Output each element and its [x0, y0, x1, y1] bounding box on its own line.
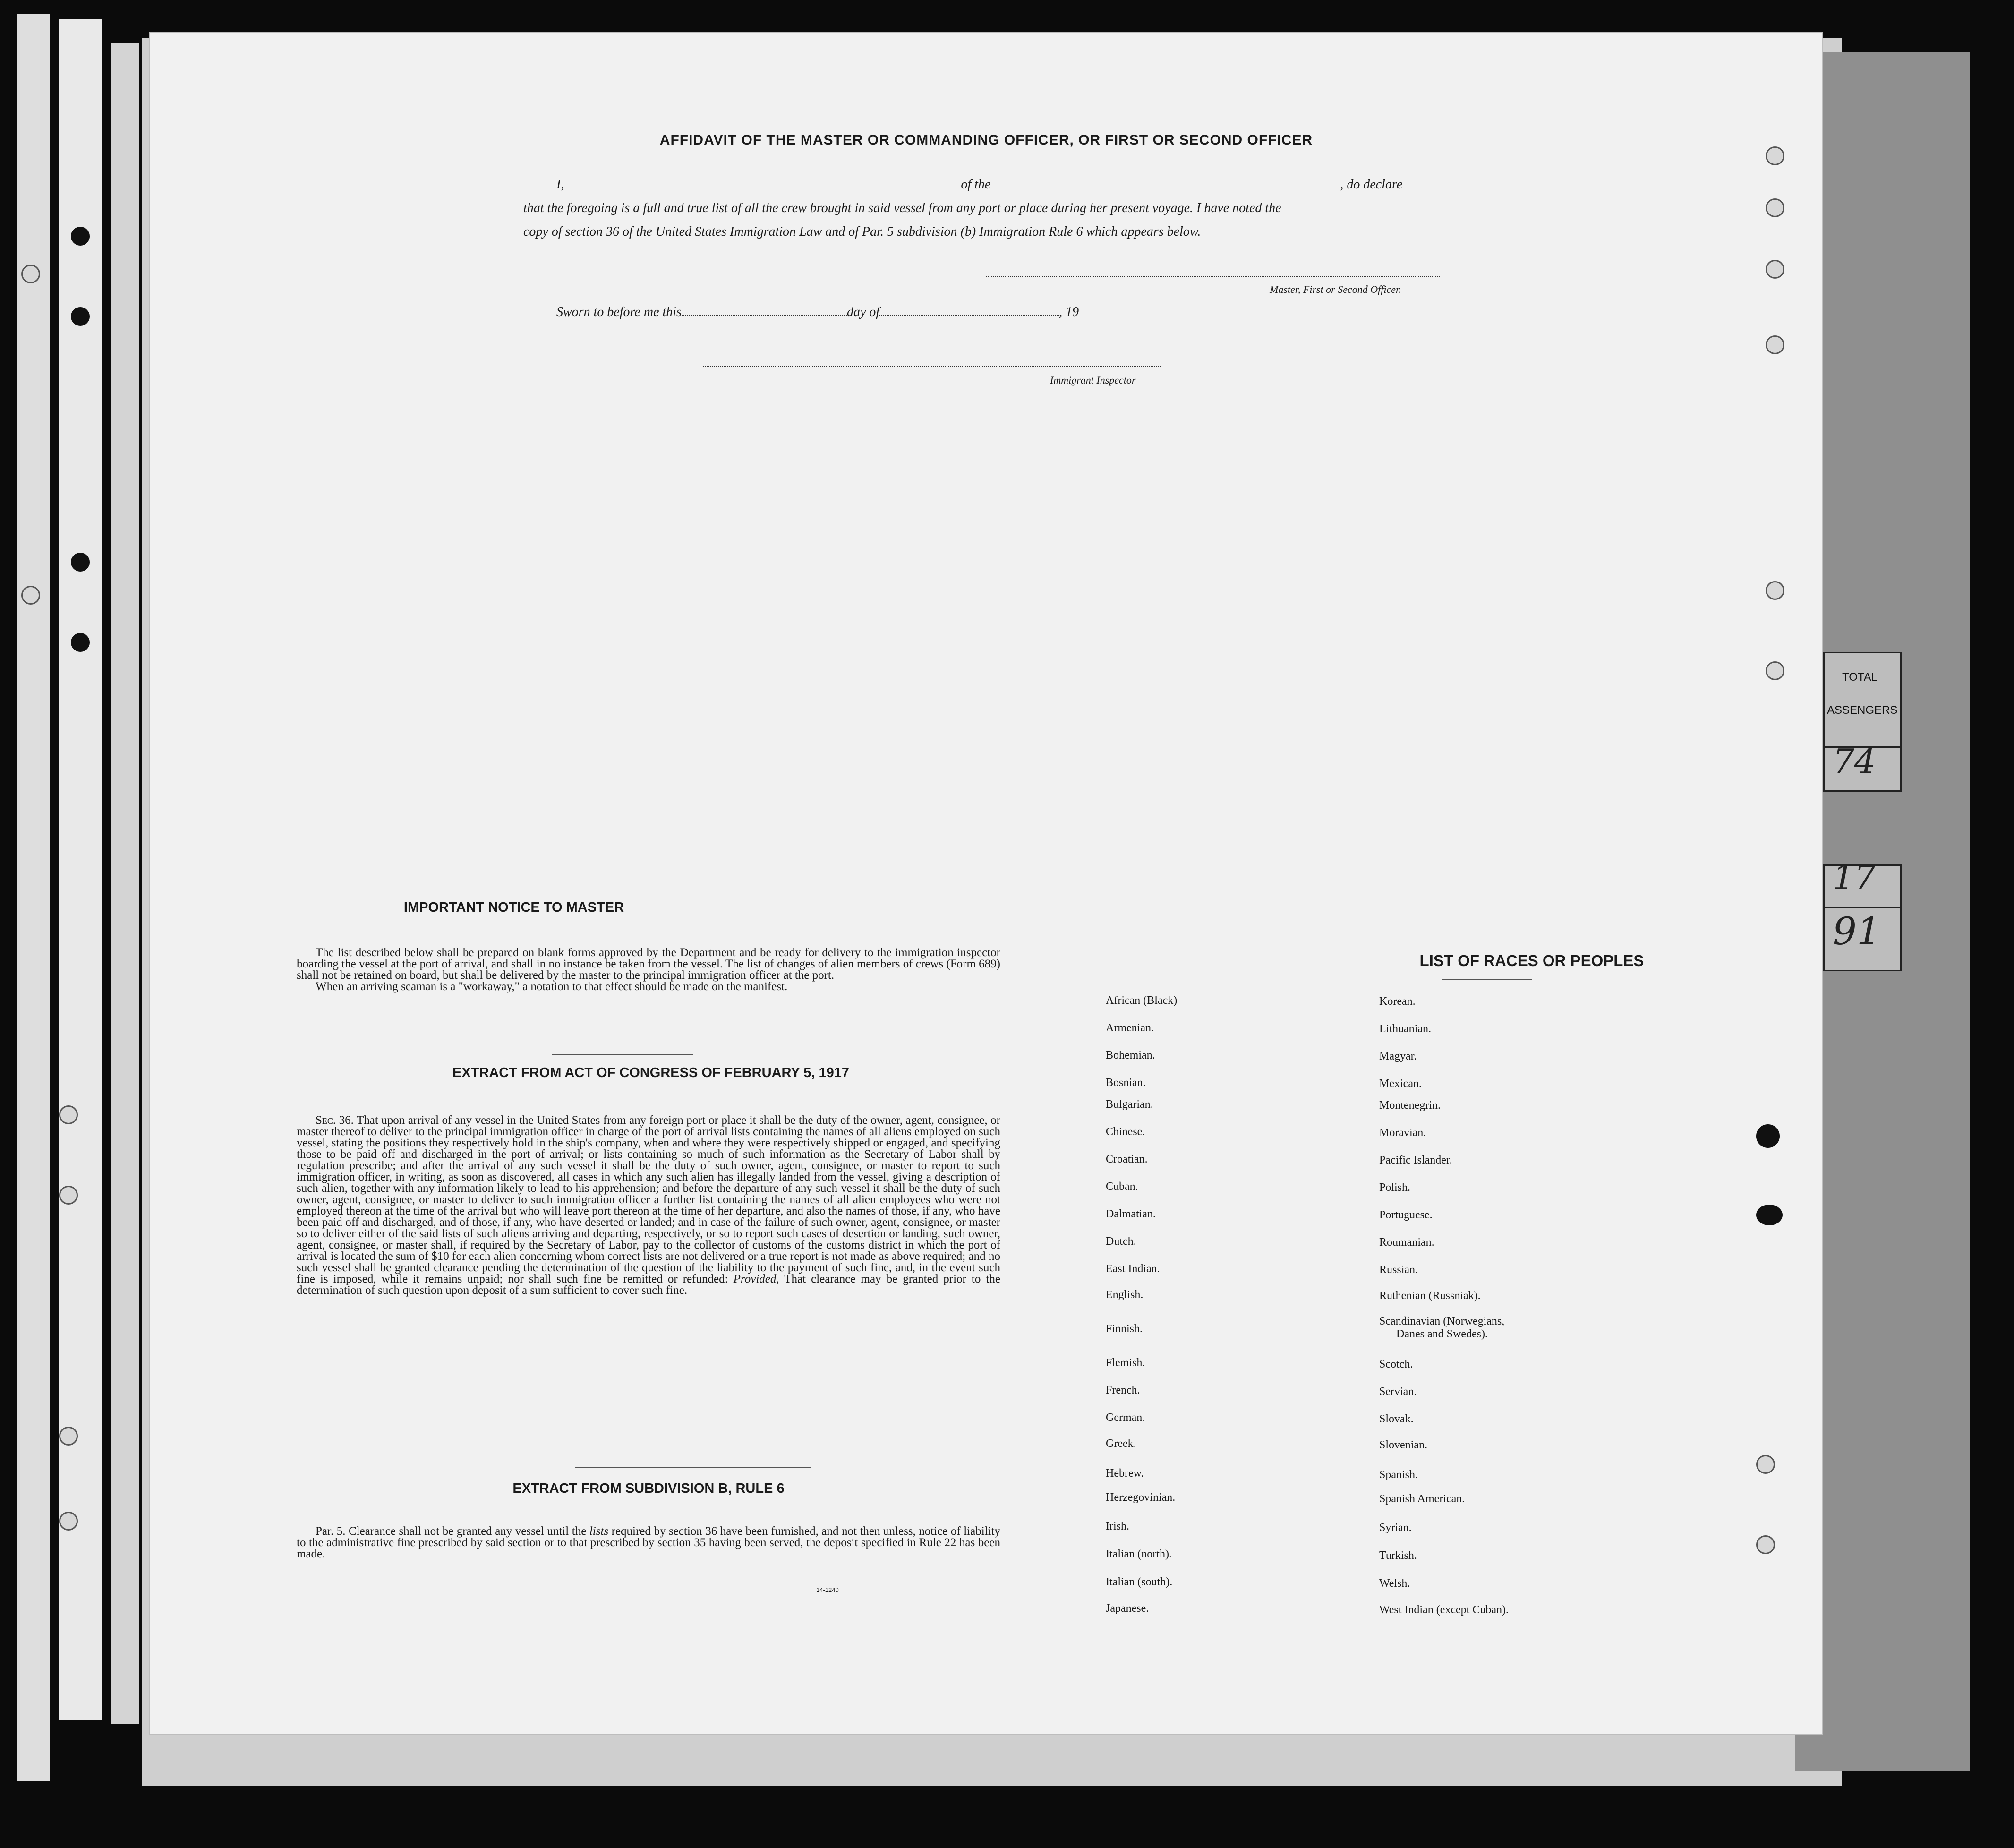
race-item: Moravian. [1379, 1127, 1426, 1139]
race-item: Chinese. [1106, 1126, 1145, 1138]
race-item: Russian. [1379, 1264, 1418, 1276]
race-item: Bohemian. [1106, 1049, 1155, 1061]
sworn-line [556, 305, 1079, 320]
sworn-day-of-label: day of [846, 305, 880, 319]
act-divider-top [552, 1054, 693, 1055]
race-item: Slovenian. [1379, 1439, 1427, 1451]
page-punch-hole [1766, 146, 1784, 165]
race-item: Servian. [1379, 1386, 1417, 1398]
name-blank[interactable] [564, 178, 961, 188]
handwritten-17: 17 [1833, 857, 1876, 897]
master-signature-label: Master, First or Second Officer. [1270, 283, 1401, 295]
races-title: LIST OF RACES OR PEOPLES [1419, 952, 1644, 969]
binder-strip-2 [59, 19, 102, 1720]
race-item: Pacific Islander. [1379, 1154, 1452, 1166]
affidavit-declare-label: , do declare [1340, 177, 1403, 192]
race-item: Mexican. [1379, 1078, 1422, 1090]
sworn-day-blank[interactable] [682, 306, 847, 316]
race-item: Flemish. [1106, 1357, 1145, 1369]
rule-text-em: lists [589, 1525, 609, 1538]
affidavit-line-3: copy of section 36 of the United States Immigration Law and of Par. 5 subdivision (b) Immigration Rule 6 which appears below. [523, 224, 1201, 239]
race-item: Hebrew. [1106, 1467, 1144, 1480]
manifest-page [150, 33, 1822, 1734]
race-item: Bulgarian. [1106, 1098, 1153, 1111]
race-item: Italian (north). [1106, 1548, 1172, 1560]
page-punch-hole [1766, 581, 1784, 600]
race-item: Turkish. [1379, 1549, 1417, 1562]
notice-paragraph-2: When an arriving seaman is a "workaway," a notation to that effect should be made on the manifest. [316, 980, 788, 993]
affidavit-of-the-label: of the [961, 177, 991, 192]
race-item: Greek. [1106, 1437, 1136, 1450]
proviso-label: Provided, [733, 1273, 779, 1285]
race-item: Danes and Swedes). [1396, 1328, 1488, 1340]
race-item: Irish. [1106, 1520, 1129, 1532]
page-punch-hole [1756, 1455, 1775, 1474]
binder-hole [21, 265, 40, 283]
binder-hole [71, 633, 90, 652]
sworn-month-blank[interactable] [879, 306, 1059, 316]
race-item: French. [1106, 1384, 1140, 1396]
race-item: Spanish. [1379, 1469, 1418, 1481]
race-item: Welsh. [1379, 1577, 1410, 1590]
race-item: African (Black) [1106, 994, 1178, 1007]
form-number: 14-1240 [816, 1586, 839, 1593]
race-item: Lithuanian. [1379, 1023, 1431, 1035]
page-punch-hole [1766, 661, 1784, 680]
race-item: Scandinavian (Norwegians, [1379, 1315, 1505, 1327]
race-item: German. [1106, 1412, 1145, 1424]
race-item: Dalmatian. [1106, 1208, 1156, 1220]
rule-body [297, 1526, 1000, 1560]
race-item: Japanese. [1106, 1602, 1149, 1615]
page-punch-hole [1756, 1124, 1780, 1148]
page-punch-hole [1766, 198, 1784, 217]
race-item: East Indian. [1106, 1263, 1160, 1275]
binder-hole [71, 553, 90, 572]
race-item: Slovak. [1379, 1413, 1414, 1425]
rule-divider-top [575, 1467, 811, 1468]
section-label: Sec. 36. [316, 1114, 354, 1127]
race-item: Finnish. [1106, 1323, 1143, 1335]
race-item: Dutch. [1106, 1235, 1136, 1248]
handwritten-74: 74 [1833, 742, 1876, 781]
inspector-signature-line[interactable] [703, 366, 1161, 367]
race-item: Portuguese. [1379, 1209, 1433, 1221]
master-signature-line[interactable] [986, 276, 1440, 277]
affidavit-title: AFFIDAVIT OF THE MASTER OR COMMANDING OFFICER, OR FIRST OR SECOND OFFICER [659, 132, 1313, 148]
act-title: EXTRACT FROM ACT OF CONGRESS OF FEBRUARY 5, 1917 [452, 1065, 850, 1080]
act-body [297, 1115, 1000, 1296]
binder-hole [59, 1186, 78, 1205]
affidavit-line-2: that the foregoing is a full and true list of all the crew brought in said vessel from any port or place during her present voyage. I have noted the [523, 201, 1281, 215]
race-item: Scotch. [1379, 1358, 1413, 1370]
race-item: English. [1106, 1289, 1144, 1301]
race-item: Armenian. [1106, 1022, 1154, 1034]
binder-strip-3 [111, 43, 139, 1724]
race-item: Roumanian. [1379, 1236, 1434, 1249]
rule-text-start: Par. 5. Clearance shall not be granted any vessel until the [316, 1525, 587, 1538]
page-punch-hole [1756, 1205, 1783, 1225]
notice-body [297, 947, 1000, 992]
race-item: West Indian (except Cuban). [1379, 1604, 1509, 1616]
binder-hole [59, 1512, 78, 1531]
binder-hole [59, 1105, 78, 1124]
race-item: Ruthenian (Russniak). [1379, 1290, 1481, 1302]
notice-paragraph-1: The list described below shall be prepared on blank forms approved by the Department and be ready for delivery to the immigration inspector boarding the vessel at the port of arrival, and shall in no instance be taken from the vessel. The list of changes of alien members of crews (Form 689) shall not be retained on board, but shall be delivered by the master to the principal immigration officer at the port. [297, 946, 1000, 982]
page-punch-hole [1766, 335, 1784, 354]
total-label: TOTAL [1842, 671, 1878, 684]
page-punch-hole [1766, 260, 1784, 279]
total-passengers-box [1823, 652, 1902, 749]
inspector-signature-label: Immigrant Inspector [1050, 374, 1136, 386]
race-item: Polish. [1379, 1181, 1411, 1194]
section-text: That upon arrival of any vessel in the United States from any foreign port or place it shall be the duty of the owner, agent, consignee, or master thereof to deliver to the principal immigration officer in charge of the port of arrival lists containing the names of all aliens employed on such vessel, stating the positions they respectively hold in the ship's company, when and where they were respectively shipped or engaged, and specifying those to be paid off and discharged in the port of arrival; or lists containing so much of such information as the Secretary of Labor shall by regulation prescribe; and after the arrival of any such vessel it shall be the duty of such owner, agent, consignee, or master to report to such immigration officer, in writing, as soon as discovered, all cases in which any such alien has illegally landed from the vessel, giving a description of such alien, together with any information likely to lead to his apprehension; and before the departure of any such vessel it shall be the duty of such owner, agent, consignee, or master to deliver to such immigration officer a further list containing the names of all alien employees who were not employed thereon at the time of the arrival but who will leave port thereon at the time of her departure, and also the names of those, if any, who have been paid off and discharged, and of those, if any, who have deserted or landed; and in case of the failure of such owner, agent, consignee, or master so to deliver either of the said lists of such aliens arriving and departing, respectively, or so to report such cases of desertion or landing, such owner, agent, consignee, or master shall, if required by the Secretary of Labor, pay to the collector of customs of the customs district in which the port of arrival is located the sum of $10 for each alien concerning whom correct lists are not delivered or a true report is not made as above required; and no such vessel shall be granted clearance pending the determination of the question of the liability to the payment of such fine, and, in the event such fine is imposed, while it remains unpaid; nor shall such fine be remitted or refunded: [297, 1114, 1000, 1285]
race-item: Bosnian. [1106, 1077, 1146, 1089]
handwritten-91: 91 [1833, 909, 1881, 953]
race-item: Cuban. [1106, 1181, 1138, 1193]
notice-title: IMPORTANT NOTICE TO MASTER [403, 900, 624, 915]
binder-hole [71, 227, 90, 246]
race-item: Spanish American. [1379, 1493, 1465, 1505]
binder-hole [71, 307, 90, 326]
sworn-year-label: , 19 [1059, 305, 1079, 319]
race-item: Magyar. [1379, 1050, 1417, 1062]
race-item: Montenegrin. [1379, 1099, 1441, 1112]
affidavit-i-label: I, [556, 177, 564, 192]
binder-hole [21, 586, 40, 605]
race-item: Syrian. [1379, 1522, 1412, 1534]
race-item: Croatian. [1106, 1153, 1148, 1165]
race-item: Italian (south). [1106, 1576, 1173, 1588]
sworn-label: Sworn to before me this [556, 305, 682, 319]
rule-title: EXTRACT FROM SUBDIVISION B, RULE 6 [512, 1481, 785, 1496]
races-divider [1442, 979, 1532, 980]
rule-text-end: required by section 36 have been furnished, and not then unless, notice of liability to the administrative fine prescribed by said section or to that prescribed by section 35 having been served, the deposit specified in Rule 22 has been made. [297, 1525, 1000, 1560]
affidavit-declaration-line [556, 177, 1402, 192]
race-item: Korean. [1379, 995, 1416, 1008]
page-punch-hole [1756, 1535, 1775, 1554]
vessel-blank[interactable] [990, 178, 1340, 188]
passengers-label: ASSENGERS [1827, 704, 1898, 717]
race-item: Herzegovinian. [1106, 1491, 1176, 1504]
binder-hole [59, 1427, 78, 1446]
proviso-text: That clearance may be granted prior to the determination of such question upon deposit of a sum sufficient to cover such fine. [297, 1273, 1000, 1297]
